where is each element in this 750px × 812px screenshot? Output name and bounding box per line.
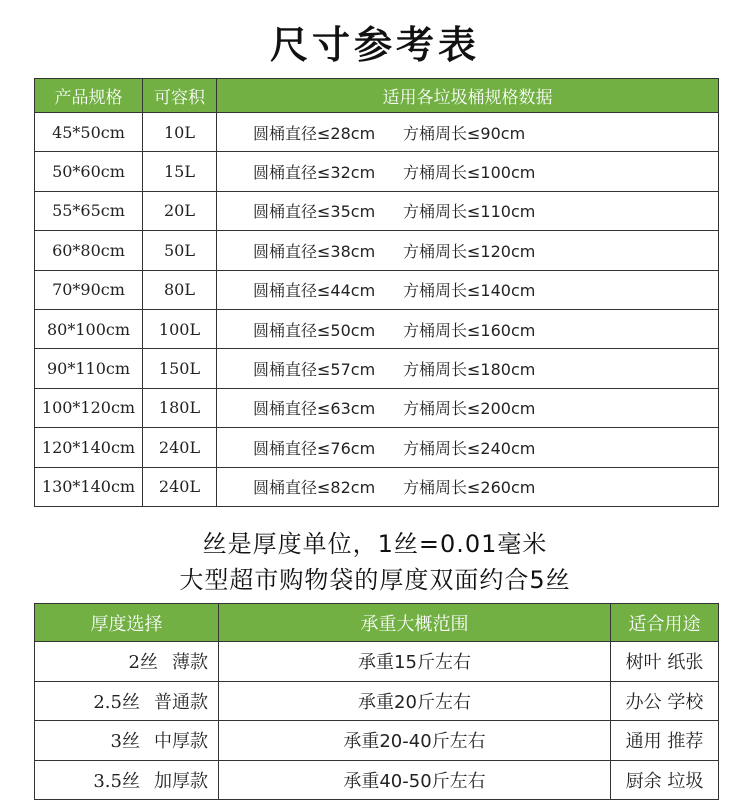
table-row [35, 231, 719, 270]
round-bin-diameter: 圆桶直径≤57cm [253, 360, 376, 380]
square-bin-perimeter: 方桶周长≤240cm [403, 438, 536, 458]
table-row [35, 270, 719, 309]
round-bin-diameter: 圆桶直径≤50cm [253, 320, 376, 340]
header-volume: 可容积 [143, 79, 217, 113]
volume: 20L [143, 191, 217, 230]
volume: 50L [143, 231, 217, 270]
grade: 中厚款 [154, 731, 208, 753]
grade: 薄款 [172, 652, 208, 674]
thickness-table [34, 603, 719, 800]
gauge: 2丝 [128, 652, 158, 674]
size-table-header-row [35, 79, 719, 113]
table-row [35, 721, 719, 761]
square-bin-perimeter: 方桶周长≤260cm [403, 478, 536, 498]
volume: 150L [143, 349, 217, 388]
square-bin-perimeter: 方桶周长≤100cm [403, 163, 536, 183]
supermarket-bag-note: 大型超市购物袋的厚度双面约合5丝 [179, 566, 571, 594]
table-row [35, 642, 719, 682]
thickness-choice [35, 642, 219, 682]
bin-fit [217, 467, 719, 506]
table-row [35, 349, 719, 388]
gauge: 3丝 [110, 731, 140, 753]
suitable-use: 厨余 垃圾 [611, 760, 719, 800]
gauge: 2.5丝 [93, 691, 140, 713]
suitable-use: 树叶 纸张 [611, 642, 719, 682]
header-load-range: 承重大概范围 [219, 604, 611, 642]
size-reference-table [34, 78, 719, 507]
thickness-table-header-row [35, 604, 719, 642]
thickness-unit-note: 丝是厚度单位，1丝=0.01毫米 [202, 530, 548, 558]
bin-fit [217, 231, 719, 270]
bin-fit [217, 270, 719, 309]
table-row [35, 309, 719, 348]
table-row [35, 388, 719, 427]
load-range: 承重20-40斤左右 [219, 721, 611, 761]
product-size: 50*60cm [35, 152, 143, 191]
bin-fit [217, 428, 719, 467]
product-size: 100*120cm [35, 388, 143, 427]
table-row [35, 152, 719, 191]
load-range: 承重20斤左右 [219, 681, 611, 721]
volume: 240L [143, 428, 217, 467]
round-bin-diameter: 圆桶直径≤38cm [253, 241, 376, 261]
volume: 180L [143, 388, 217, 427]
bin-fit [217, 388, 719, 427]
suitable-use: 办公 学校 [611, 681, 719, 721]
gauge: 3.5丝 [93, 770, 140, 792]
table-row [35, 428, 719, 467]
square-bin-perimeter: 方桶周长≤160cm [403, 320, 536, 340]
volume: 80L [143, 270, 217, 309]
thickness-choice [35, 721, 219, 761]
square-bin-perimeter: 方桶周长≤110cm [403, 202, 536, 222]
page-title: 尺寸参考表 [269, 23, 480, 67]
load-range: 承重15斤左右 [219, 642, 611, 682]
header-bin-fit: 适用各垃圾桶规格数据 [217, 79, 719, 113]
round-bin-diameter: 圆桶直径≤63cm [253, 399, 376, 419]
load-range: 承重40-50斤左右 [219, 760, 611, 800]
square-bin-perimeter: 方桶周长≤200cm [403, 399, 536, 419]
product-size: 130*140cm [35, 467, 143, 506]
product-size: 55*65cm [35, 191, 143, 230]
table-row [35, 760, 719, 800]
volume: 100L [143, 309, 217, 348]
round-bin-diameter: 圆桶直径≤32cm [253, 163, 376, 183]
round-bin-diameter: 圆桶直径≤82cm [253, 478, 376, 498]
volume: 15L [143, 152, 217, 191]
header-thickness-choice: 厚度选择 [35, 604, 219, 642]
suitable-use: 通用 推荐 [611, 721, 719, 761]
round-bin-diameter: 圆桶直径≤44cm [253, 281, 376, 301]
volume: 240L [143, 467, 217, 506]
square-bin-perimeter: 方桶周长≤140cm [403, 281, 536, 301]
bin-fit [217, 191, 719, 230]
table-row [35, 191, 719, 230]
bin-fit [217, 309, 719, 348]
thickness-choice [35, 760, 219, 800]
square-bin-perimeter: 方桶周长≤90cm [403, 123, 526, 143]
table-row [35, 681, 719, 721]
bin-fit [217, 349, 719, 388]
round-bin-diameter: 圆桶直径≤35cm [253, 202, 376, 222]
bin-fit [217, 152, 719, 191]
grade: 普通款 [154, 691, 208, 713]
product-size: 80*100cm [35, 309, 143, 348]
round-bin-diameter: 圆桶直径≤76cm [253, 438, 376, 458]
square-bin-perimeter: 方桶周长≤120cm [403, 241, 536, 261]
product-size: 120*140cm [35, 428, 143, 467]
bin-fit [217, 113, 719, 152]
product-size: 60*80cm [35, 231, 143, 270]
volume: 10L [143, 113, 217, 152]
table-row [35, 467, 719, 506]
header-suitable-use: 适合用途 [611, 604, 719, 642]
table-row [35, 113, 719, 152]
product-size: 70*90cm [35, 270, 143, 309]
product-size: 45*50cm [35, 113, 143, 152]
thickness-choice [35, 681, 219, 721]
header-product-size: 产品规格 [35, 79, 143, 113]
round-bin-diameter: 圆桶直径≤28cm [253, 123, 376, 143]
grade: 加厚款 [154, 770, 208, 792]
product-size: 90*110cm [35, 349, 143, 388]
square-bin-perimeter: 方桶周长≤180cm [403, 360, 536, 380]
